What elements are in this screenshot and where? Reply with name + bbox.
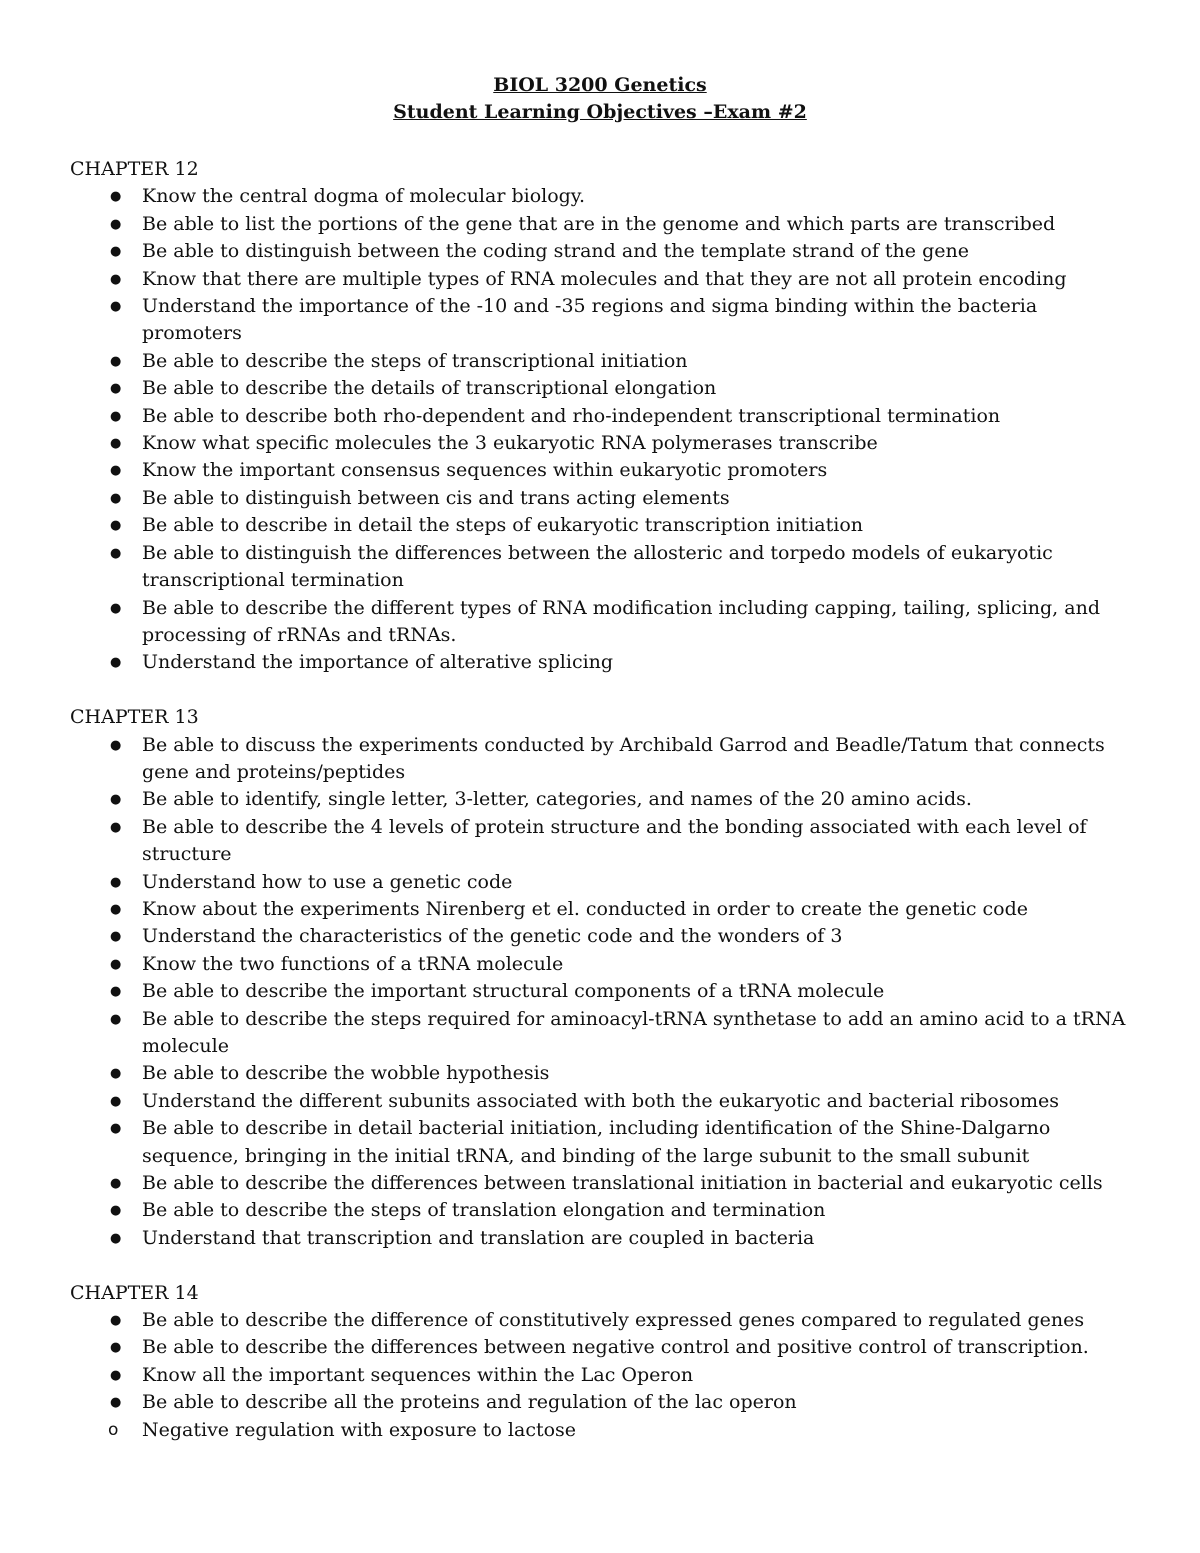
list-item: ● Be able to describe in detail the steps of eukaryotic transcription initiation (70, 512, 1140, 539)
list-item: ● Understand the different subunits associated with both the eukaryotic and bacterial ribosomes (70, 1088, 1140, 1115)
list-item: ● Be able to describe the steps of transcriptional initiation (70, 348, 1140, 375)
list-item: ● Know the two functions of a tRNA molecule (70, 951, 1140, 978)
list-item: ● Be able to distinguish between cis and trans acting elements (70, 485, 1140, 512)
list-item: ● Know the important consensus sequences within eukaryotic promoters (70, 457, 1140, 484)
list-item: ● Be able to describe the difference of constitutively expressed genes compared to regulated genes (70, 1307, 1140, 1334)
list-item: ● Be able to list the portions of the gene that are in the genome and which parts are transcribed (70, 211, 1140, 238)
list-item: ● Know that there are multiple types of RNA molecules and that they are not all protein encoding (70, 266, 1140, 293)
document-subtitle: Student Learning Objectives –Exam #2 (393, 101, 807, 123)
list-item: ● Be able to describe the steps required for aminoacyl-tRNA synthetase to add an amino acid to a tRNA molecule (70, 1006, 1140, 1061)
list-item: ● Be able to describe all the proteins and regulation of the lac operon (70, 1389, 1140, 1416)
list-item: ● Be able to describe the details of transcriptional elongation (70, 375, 1140, 402)
list-item: ● Be able to discuss the experiments conducted by Archibald Garrod and Beadle/Tatum that connects gene and proteins/peptides (70, 732, 1140, 787)
list-item: ● Be able to describe in detail bacterial initiation, including identification of the Shine-Dalgarno sequence, bringing in the initial tRNA, and binding of the large subunit to the small subunit (70, 1115, 1140, 1170)
list-item: ● Know the central dogma of molecular biology. (70, 183, 1140, 210)
list-item: ● Be able to describe the important structural components of a tRNA molecule (70, 978, 1140, 1005)
chapter-12-heading: CHAPTER 12 (70, 158, 199, 180)
list-item: ● Be able to identify, single letter, 3-letter, categories, and names of the 20 amino acids. (70, 786, 1140, 813)
list-item: ● Be able to distinguish the differences between the allosteric and torpedo models of eukaryotic transcriptional termination (70, 540, 1140, 595)
lac-operon-subitems (70, 1417, 1140, 1444)
list-item: ● Be able to describe the differences between negative control and positive control of transcription. (70, 1334, 1140, 1361)
list-item: ● Know all the important sequences within the Lac Operon (70, 1362, 1140, 1389)
list-item: ● Understand the characteristics of the genetic code and the wonders of 3 (70, 923, 1140, 950)
list-item: ● Be able to describe the steps of translation elongation and termination (70, 1197, 1140, 1224)
list-item: ● Understand the importance of alterative splicing (70, 649, 1140, 676)
list-item: ● Be able to describe the different types of RNA modification including capping, tailing, splicing, and processing of rRNAs and tRNAs. (70, 595, 1140, 650)
chapter-12-objectives (70, 183, 1140, 676)
chapter-12-section (70, 156, 1140, 677)
chapter-13-objectives (70, 732, 1140, 1253)
list-item: ● Know about the experiments Nirenberg et el. conducted in order to create the genetic code (70, 896, 1140, 923)
list-item: ● Understand the importance of the -10 and -35 regions and sigma binding within the bacteria promoters (70, 293, 1140, 348)
list-item: ● Understand that transcription and translation are coupled in bacteria (70, 1225, 1140, 1252)
list-item: ● Be able to describe the 4 levels of protein structure and the bonding associated with each level of structure (70, 814, 1140, 869)
chapter-14-heading: CHAPTER 14 (70, 1281, 199, 1304)
list-item: ● Know what specific molecules the 3 eukaryotic RNA polymerases transcribe (70, 430, 1140, 457)
chapter-14-section (70, 1280, 1140, 1444)
chapter-14-objectives (70, 1307, 1140, 1417)
list-item: ● Understand how to use a genetic code (70, 869, 1140, 896)
course-title: BIOL 3200 Genetics (493, 74, 707, 96)
document-header (0, 72, 1200, 126)
list-item: ● Be able to describe the wobble hypothesis (70, 1060, 1140, 1087)
list-item: ● Be able to describe the differences between translational initiation in bacterial and eukaryotic cells (70, 1170, 1140, 1197)
chapter-13-heading: CHAPTER 13 (70, 706, 199, 729)
list-item: ● Be able to distinguish between the coding strand and the template strand of the gene (70, 238, 1140, 265)
list-item: ● Be able to describe both rho-dependent and rho-independent transcriptional termination (70, 403, 1140, 430)
document-body (70, 156, 1140, 1444)
sub-list-item: o Negative regulation with exposure to lactose (70, 1417, 1140, 1444)
chapter-13-section (70, 704, 1140, 1252)
